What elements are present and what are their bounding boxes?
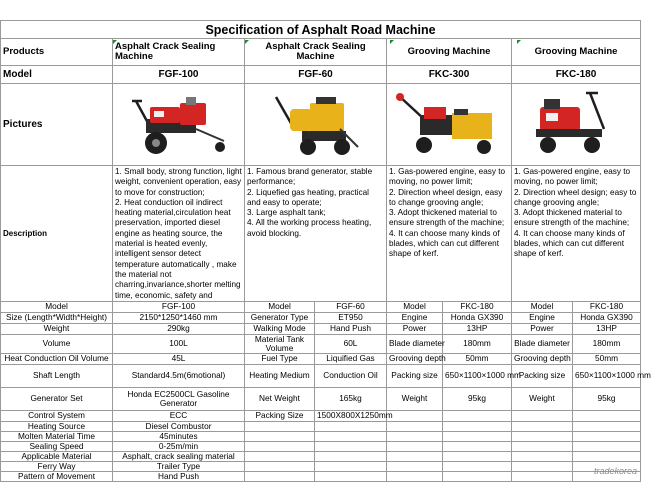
description-1: 1. Small body, strong function, light weight, convenient operation, easy to move for construction; 2. Heat conduction oil indirect heating material,circulation heat preservation, imported diesel engine as heating source, the material is heated evenly, intelligent sensor detect temperature automaticaIly , make the material not charring,invariance,shorter melting time, economic, safety and [113, 166, 245, 302]
picture-grooving-300 [387, 84, 512, 166]
spec-value-fgf60 [315, 421, 387, 431]
spec-row [1, 431, 641, 441]
spec-value-fkc300: FKC-180 [443, 301, 512, 312]
spec-label-fkc180 [512, 461, 573, 471]
spec-value-fgf100: Diesel Combustor [113, 421, 245, 431]
spec-value-fgf100: Trailer Type [113, 461, 245, 471]
spec-value-fkc180: 180mm [573, 334, 641, 353]
spec-value-fgf100: Honda EC2500CL Gasoline Generator [113, 387, 245, 410]
spec-label-fgf60: Net Weight [245, 387, 315, 410]
spec-value-fgf60: Hand Push [315, 323, 387, 334]
spec-value-fkc300: 95kg [443, 387, 512, 410]
spec-value-fgf100: 45L [113, 353, 245, 364]
spec-label-fgf60: Heating Medium [245, 364, 315, 387]
spec-label-fkc180 [512, 451, 573, 461]
grooving-fkc300-image [394, 89, 504, 161]
cell-marker [517, 40, 521, 44]
product-header-2: Asphalt Crack Sealing Machine [245, 39, 387, 66]
model-value-1: FGF-100 [113, 66, 245, 84]
spec-value-fgf100: Hand Push [113, 471, 245, 481]
description-4: 1. Gas-powered engine, easy to moving, no power limit; 2. Direction wheel design; easy to change grooving angle; 3. Adopt thickened material to ensure strength of the machine; 4. It can choose many kinds of blades, which can cut different shape of kerf. [512, 166, 641, 302]
spec-label-fkc300: Power [387, 323, 443, 334]
page-title: Specification of Asphalt Road Machine [1, 21, 641, 39]
spec-label-fkc300: Blade diameter [387, 334, 443, 353]
model-value-3: FKC-300 [387, 66, 512, 84]
spec-label-fgf60 [245, 461, 315, 471]
spec-value-fgf60: Liquified Gas [315, 353, 387, 364]
spec-label-fgf100: Pattern of Movement [1, 471, 113, 481]
spec-value-fkc180 [573, 431, 641, 441]
spec-label-fgf60 [245, 431, 315, 441]
spec-value-fgf60: 165kg [315, 387, 387, 410]
spec-label-fgf100: Molten Material Time [1, 431, 113, 441]
spec-value-fgf60: 1500X800X1250mm [315, 410, 387, 421]
spec-value-fgf100: Asphalt, crack sealing material [113, 451, 245, 461]
watermark: tradekorea [593, 466, 637, 476]
spec-label-fgf60 [245, 471, 315, 481]
spec-value-fgf100: 45minutes [113, 431, 245, 441]
spec-value-fgf60: FGF-60 [315, 301, 387, 312]
spec-label-fgf60 [245, 421, 315, 431]
spec-value-fkc300 [443, 410, 512, 421]
product-header-3: Grooving Machine [387, 39, 512, 66]
spec-value-fgf100: 0-25m/min [113, 441, 245, 451]
products-label: Products [1, 39, 113, 66]
spec-row [1, 364, 641, 387]
spec-label-fkc180: Packing size [512, 364, 573, 387]
spec-value-fgf100: Standard4.5m(6motional) [113, 364, 245, 387]
spec-row [1, 334, 641, 353]
spec-value-fkc300: 50mm [443, 353, 512, 364]
spec-label-fgf60: Fuel Type [245, 353, 315, 364]
spec-value-fgf100: ECC [113, 410, 245, 421]
spec-value-fgf60 [315, 451, 387, 461]
spec-label-fkc180: Model [512, 301, 573, 312]
spec-label-fgf100: Volume [1, 334, 113, 353]
spec-label-fgf60 [245, 451, 315, 461]
spec-label-fkc300 [387, 421, 443, 431]
spec-value-fgf60 [315, 461, 387, 471]
spec-label-fgf100: Control System [1, 410, 113, 421]
spec-sheet [0, 20, 651, 482]
spec-label-fkc180: Grooving depth [512, 353, 573, 364]
spec-row [1, 410, 641, 421]
spec-value-fkc300 [443, 431, 512, 441]
spec-row [1, 471, 641, 481]
spec-label-fkc300 [387, 461, 443, 471]
spec-label-fkc180: Engine [512, 312, 573, 323]
spec-value-fkc300 [443, 471, 512, 481]
spec-value-fgf60 [315, 471, 387, 481]
spec-label-fgf100: Heating Source [1, 421, 113, 431]
spec-label-fkc180: Weight [512, 387, 573, 410]
spec-value-fgf60: Conduction Oil [315, 364, 387, 387]
spec-label-fkc180 [512, 431, 573, 441]
pictures-label: Pictures [1, 84, 113, 166]
spec-value-fgf100: 290kg [113, 323, 245, 334]
spec-value-fgf60 [315, 431, 387, 441]
spec-value-fkc180 [573, 441, 641, 451]
spec-value-fkc180 [573, 421, 641, 431]
spec-row [1, 441, 641, 451]
picture-grooving-180 [512, 84, 641, 166]
spec-row [1, 353, 641, 364]
description-3: 1. Gas-powered engine, easy to moving, no power limit; 2. Direction wheel design, easy to change grooving angle; 3. Adopt thickened material to ensure strength of the machine; 4. It can choose many kinds of blades, which can cut different shape of kerf. [387, 166, 512, 302]
picture-crack-sealer-60 [245, 84, 387, 166]
spec-label-fkc300: Engine [387, 312, 443, 323]
spec-value-fkc300: 650×1100×1000 mm [443, 364, 512, 387]
spec-label-fkc300 [387, 431, 443, 441]
spec-label-fgf100: Ferry Way [1, 461, 113, 471]
spec-label-fgf60: Packing Size [245, 410, 315, 421]
spec-label-fgf100: Model [1, 301, 113, 312]
spec-label-fgf100: Generator Set [1, 387, 113, 410]
model-value-4: FKC-180 [512, 66, 641, 84]
crack-sealer-fgf100-image [124, 89, 234, 161]
spec-label-fkc300: Grooving depth [387, 353, 443, 364]
spec-label-fgf100: Heat Conduction Oil Volume [1, 353, 113, 364]
spec-value-fgf60: 60L [315, 334, 387, 353]
spec-value-fkc180: Honda GX390 [573, 312, 641, 323]
spec-label-fkc180 [512, 471, 573, 481]
spec-label-fgf60: Model [245, 301, 315, 312]
spec-label-fkc300 [387, 471, 443, 481]
cell-marker [113, 40, 117, 44]
spec-label-fgf100: Sealing Speed [1, 441, 113, 451]
spec-row [1, 451, 641, 461]
spec-value-fkc300: Honda GX390 [443, 312, 512, 323]
model-label: Model [1, 66, 113, 84]
spec-value-fkc300 [443, 451, 512, 461]
picture-crack-sealer-100 [113, 84, 245, 166]
spec-row [1, 421, 641, 431]
spec-label-fgf100: Applicable Material [1, 451, 113, 461]
product-header-4: Grooving Machine [512, 39, 641, 66]
description-2: 1. Famous brand generator, stable performance; 2. Liquefied gas heating, practical and easy to operate; 3. Large asphalt tank; 4. All the working process heating, avoid blocking. [245, 166, 387, 302]
product-header-1: Asphalt Crack Sealing Machine [113, 39, 245, 66]
spec-value-fgf100: FGF-100 [113, 301, 245, 312]
spec-value-fkc300 [443, 461, 512, 471]
spec-row [1, 461, 641, 471]
spec-label-fkc180: Blade diameter [512, 334, 573, 353]
spec-value-fkc180: FKC-180 [573, 301, 641, 312]
grooving-fkc180-image [526, 89, 626, 161]
spec-label-fkc300 [387, 451, 443, 461]
spec-value-fkc180: 13HP [573, 323, 641, 334]
cell-marker [245, 40, 249, 44]
spec-rows [1, 301, 651, 481]
spec-value-fkc180 [573, 451, 641, 461]
spec-label-fgf60: Material Tank Volume [245, 334, 315, 353]
spec-label-fgf100: Size (Length*Width*Height) [1, 312, 113, 323]
cell-marker [390, 40, 394, 44]
spec-value-fkc300: 13HP [443, 323, 512, 334]
description-label: Description [1, 166, 113, 302]
spec-label-fkc180: Power [512, 323, 573, 334]
spec-value-fkc180 [573, 410, 641, 421]
spec-label-fkc300 [387, 410, 443, 421]
spec-row [1, 387, 641, 410]
spec-label-fgf100: Weight [1, 323, 113, 334]
spec-value-fkc180: 50mm [573, 353, 641, 364]
spec-label-fkc300: Packing size [387, 364, 443, 387]
spec-label-fgf60: Walking Mode [245, 323, 315, 334]
spec-label-fkc300 [387, 441, 443, 451]
spec-label-fkc180 [512, 410, 573, 421]
spec-label-fkc300: Weight [387, 387, 443, 410]
spec-value-fkc180: 95kg [573, 387, 641, 410]
spec-value-fgf100: 2150*1250*1460 mm [113, 312, 245, 323]
spec-value-fkc300 [443, 421, 512, 431]
spec-value-fkc180: 650×1100×1000 mm [573, 364, 641, 387]
crack-sealer-fgf60-image [266, 89, 366, 161]
spec-value-fkc300: 180mm [443, 334, 512, 353]
spec-row [1, 301, 641, 312]
spec-row [1, 323, 641, 334]
spec-label-fgf100: Shaft Length [1, 364, 113, 387]
spec-label-fkc180 [512, 421, 573, 431]
spec-value-fgf100: 100L [113, 334, 245, 353]
spec-label-fkc180 [512, 441, 573, 451]
spec-value-fgf60 [315, 441, 387, 451]
model-value-2: FGF-60 [245, 66, 387, 84]
spec-label-fgf60 [245, 441, 315, 451]
spec-table [0, 20, 651, 482]
spec-row [1, 312, 641, 323]
spec-label-fkc300: Model [387, 301, 443, 312]
spec-value-fkc300 [443, 441, 512, 451]
spec-value-fgf60: ET950 [315, 312, 387, 323]
spec-label-fgf60: Generator Type [245, 312, 315, 323]
